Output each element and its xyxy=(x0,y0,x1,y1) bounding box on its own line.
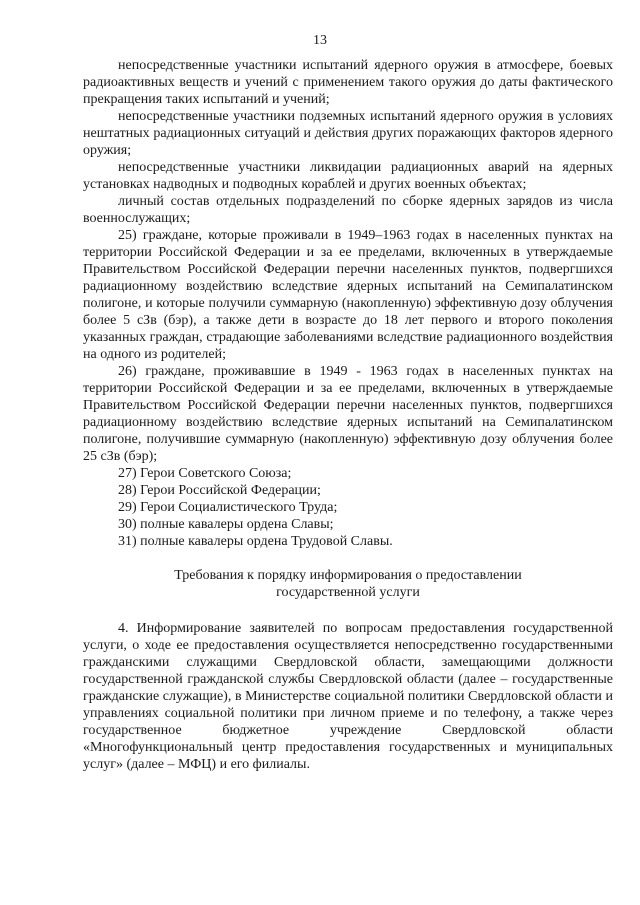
paragraph: личный состав отдельных подразделений по сборке ядерных зарядов из числа военнослужащих; xyxy=(83,194,613,226)
paragraph: непосредственные участники испытаний ядерного оружия в атмосфере, боевых радиоактивных веществ и учений с применением такого оружия до даты фактического прекращения таких испытаний и учений; xyxy=(83,58,613,107)
section-heading xyxy=(83,567,613,601)
list-item-28: 28) Герои Российской Федерации; xyxy=(118,483,321,498)
page-number: 13 xyxy=(313,33,327,48)
section-heading-line2: государственной услуги xyxy=(276,585,420,600)
paragraph-item-25: 25) граждане, которые проживали в 1949–1963 годах в населенных пунктах на территории Российской Федерации и за ее пределами, включенных в утверждаемые Правительством Российской Федерации перечни населенных пунктов, подвергшихся радиационному воздействию вследствие ядерных испытаний на Семипалатинском полигоне, и которые получили суммарную (накопленную) эффективную дозу облучения более 5 сЗв (бэр), а также дети в возрасте до 18 лет первого и второго поколения указанных граждан, страдающие заболеваниями вследствие радиационного воздействия на одного из родителей; xyxy=(83,228,613,362)
paragraph-item-4: 4. Информирование заявителей по вопросам предоставления государственной услуги, о ходе ее предоставления осуществляется непосредственно государственными гражданскими служащими Свердловской области, замещающими должности государственной гражданской службы Свердловской области (далее – государственные гражданские служащие), в Министерстве социальной политики Свердловской области и управлениях социальной политики при личном приеме и по телефону, а также через государственное бюджетное учреждение Свердловской области «Многофункциональный центр предоставления государственных и муниципальных услуг» (далее – МФЦ) и его филиалы. xyxy=(83,621,613,772)
list-item-29: 29) Герои Социалистического Труда; xyxy=(118,500,338,515)
paragraph: непосредственные участники подземных испытаний ядерного оружия в условиях нештатных радиационных ситуаций и действия других поражающих факторов ядерного оружия; xyxy=(83,109,613,158)
section-heading-line1: Требования к порядку информирования о предоставлении xyxy=(174,568,522,583)
list-item-27: 27) Герои Советского Союза; xyxy=(118,466,292,481)
paragraph: непосредственные участники ликвидации радиационных аварий на ядерных установках надводных и подводных кораблей и других военных объектах; xyxy=(83,160,613,192)
paragraph-item-26: 26) граждане, проживавшие в 1949 - 1963 годах в населенных пунктах на территории Российской Федерации и за ее пределами, включенных в утверждаемые Правительством Российской Федерации перечни населенных пунктов, подвергшихся радиационному воздействию вследствие ядерных испытаний на Семипалатинском полигоне, получившие суммарную (накопленную) эффективную дозу облучения более 25 сЗв (бэр); xyxy=(83,364,613,464)
list-item-30: 30) полные кавалеры ордена Славы; xyxy=(118,517,334,532)
list-item-31: 31) полные кавалеры ордена Трудовой Славы. xyxy=(118,534,393,549)
document-body xyxy=(83,57,613,773)
